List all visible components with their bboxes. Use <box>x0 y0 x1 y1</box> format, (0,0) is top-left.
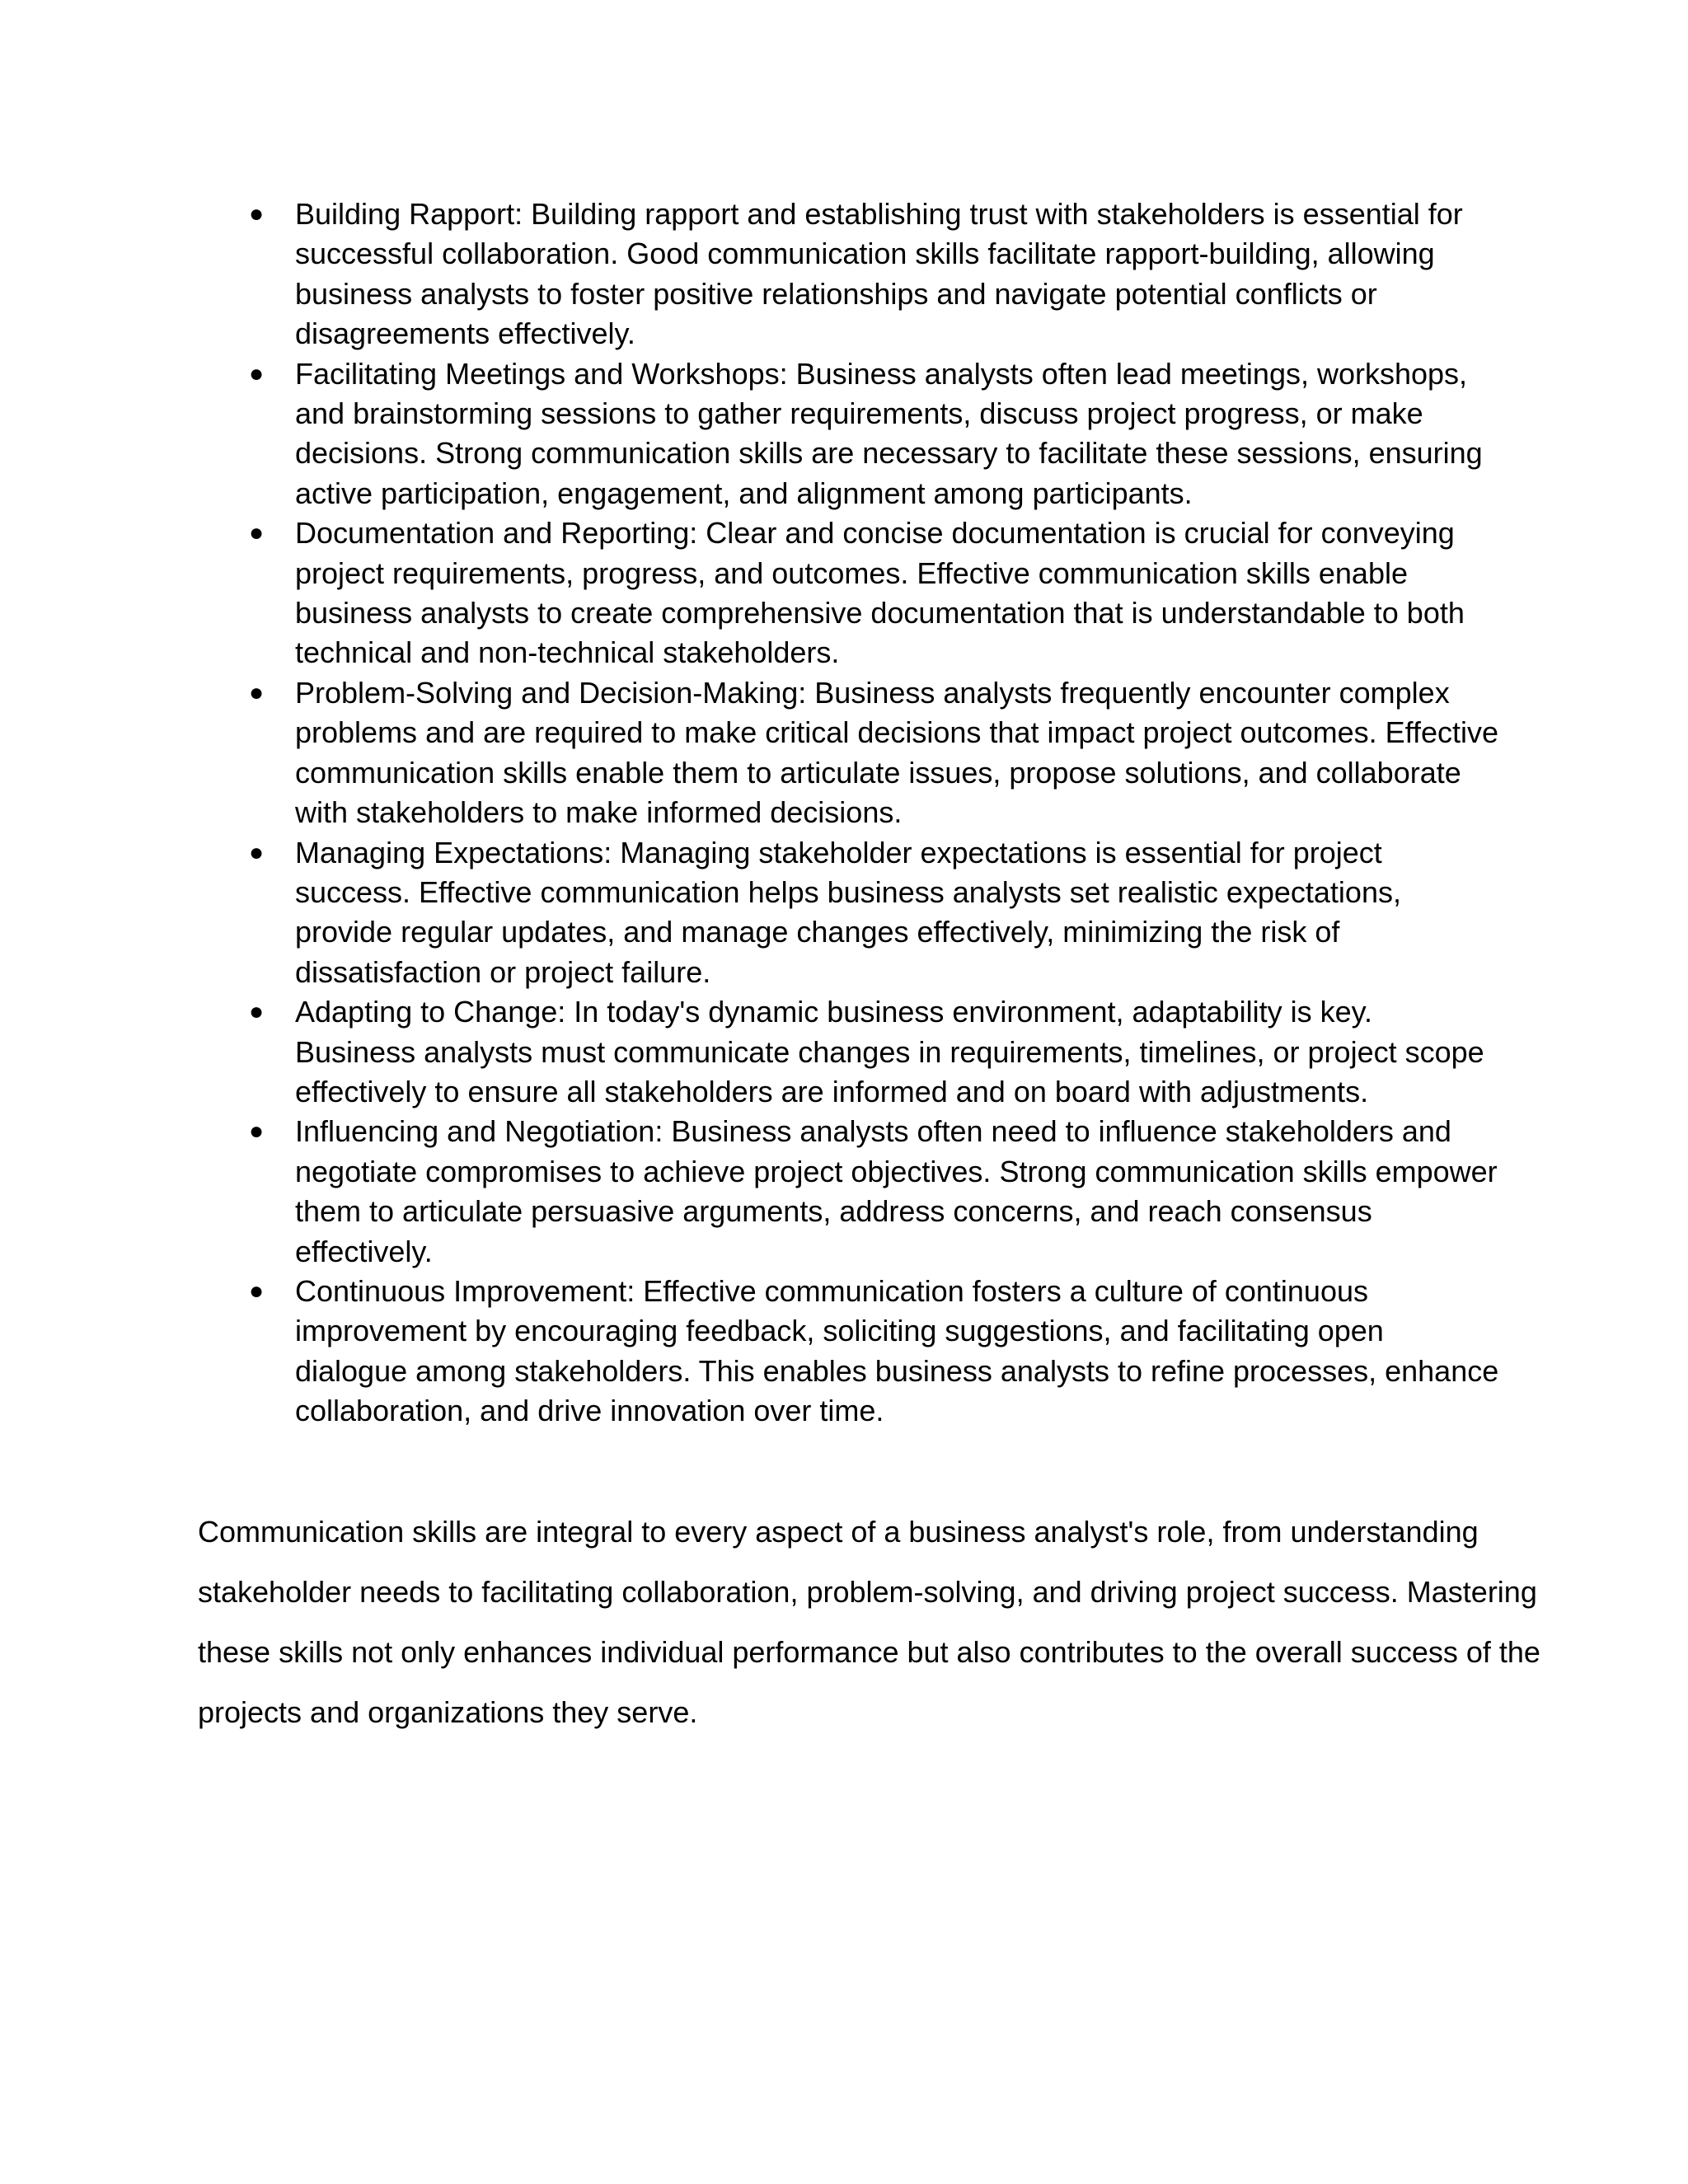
bullet-item-adapting-to-change <box>198 992 1500 1112</box>
bullet-item-problem-solving <box>198 673 1500 833</box>
bullet-dot-icon: ● <box>249 200 265 227</box>
bullet-item-continuous-improvement <box>198 1272 1500 1432</box>
bullet-item-facilitating-meetings <box>198 354 1500 514</box>
bullet-list <box>198 194 1500 1432</box>
bullet-item-influencing <box>198 1112 1500 1272</box>
bullet-dot-icon: ● <box>249 1118 265 1146</box>
bullet-text: Managing Expectations: Managing stakeholder expectations is essential for project success. Effective communication helps business analysts set realistic expectations, provide regular updates, and manage changes effectively, minimizing the risk of dissatisfaction or project failure. <box>295 835 1401 989</box>
bullet-text: Problem-Solving and Decision-Making: Business analysts frequently encounter complex problems and are required to make critical decisions that impact project outcomes. Effective communication skills enable them to articulate issues, propose solutions, and collaborate with stakeholders to make informed decisions. <box>295 675 1499 830</box>
bullet-item-managing-expectations <box>198 833 1500 993</box>
bullet-dot-icon: ● <box>249 998 265 1026</box>
bullet-text: Continuous Improvement: Effective communication fosters a culture of continuous improvement by encouraging feedback, soliciting suggestions, and facilitating open dialogue among stakeholders. This enables business analysts to refine processes, enhance collaboration, and drive innovation over time. <box>295 1273 1499 1428</box>
bullet-dot-icon: ● <box>249 519 265 547</box>
bullet-text: Influencing and Negotiation: Business analysts often need to influence stakeholders and negotiate compromises to achieve project objectives. Strong communication skills empower them to articulate persuasive arguments, address concerns, and reach consensus effectively. <box>295 1114 1498 1268</box>
bullet-dot-icon: ● <box>249 678 265 706</box>
bullet-dot-icon: ● <box>249 838 265 866</box>
bullet-text: Adapting to Change: In today's dynamic business environment, adaptability is key. Business analysts must communicate changes in requirements, timelines, or project scope effectively to ensure all stakeholders are informed and on board with adjustments. <box>295 995 1484 1108</box>
bullet-dot-icon: ● <box>249 359 265 387</box>
bullet-text: Documentation and Reporting: Clear and concise documentation is crucial for conveying project requirements, progress, and outcomes. Effective communication skills enable business analysts to create comprehensive documentation that is understandable to both technical and non-technical stakeholders. <box>295 516 1465 670</box>
bullet-item-building-rapport <box>198 194 1500 354</box>
bullet-text: Building Rapport: Building rapport and establishing trust with stakeholders is essential for successful collaboration. Good communication skills facilitate rapport-building, allowing business analysts to foster positive relationships and navigate potential conflicts or disagreements effectively. <box>295 197 1463 351</box>
bullet-item-documentation <box>198 513 1500 673</box>
bullet-text: Facilitating Meetings and Workshops: Business analysts often lead meetings, workshops, and brainstorming sessions to gather requirements, discuss project progress, or make decisions. Strong communication skills are necessary to facilitate these sessions, ensuring active participation, engagement, and alignment among participants. <box>295 356 1483 510</box>
bullet-dot-icon: ● <box>249 1277 265 1305</box>
conclusion-paragraph: Communication skills are integral to every aspect of a business analyst's role, from understanding stakeholder needs to facilitating collaboration, problem-solving, and driving project success. Mastering these skills not only enhances individual performance but also contributes to the overall success of the projects and organizations they serve. <box>198 1515 1540 1729</box>
